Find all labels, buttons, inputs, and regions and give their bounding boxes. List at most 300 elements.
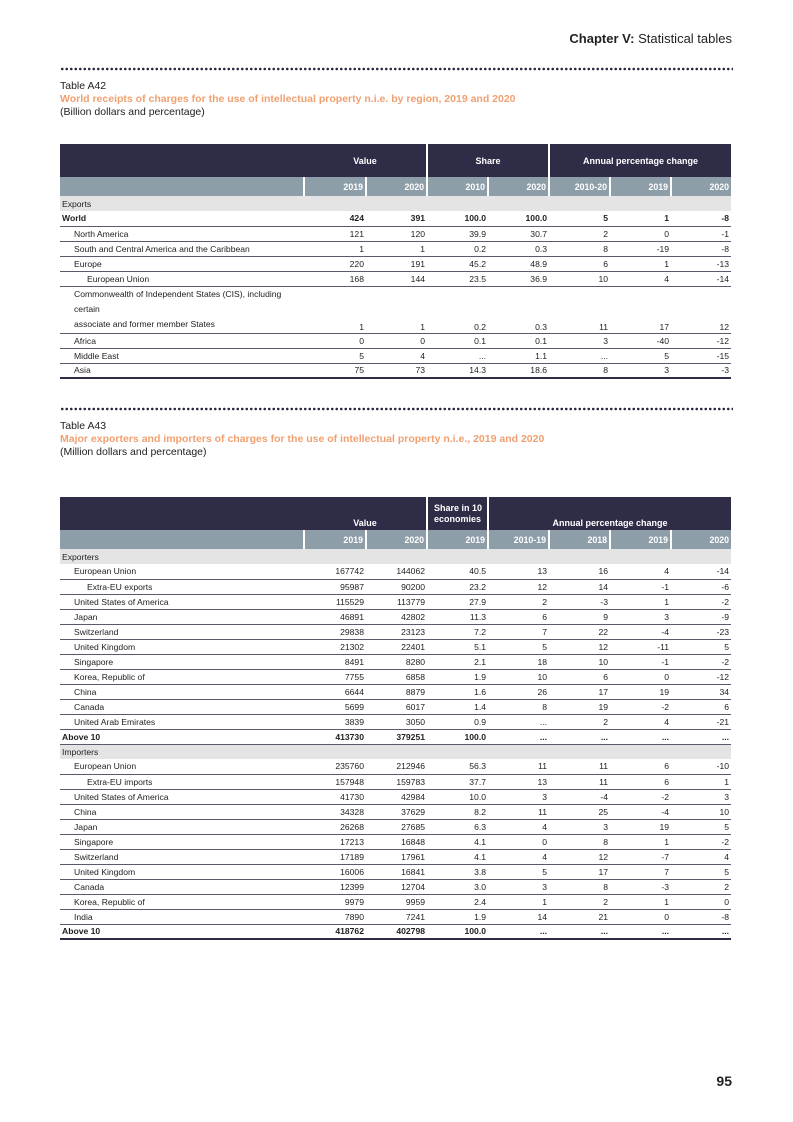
table-row <box>60 879 731 894</box>
cell-value: 1 <box>304 286 366 333</box>
table-row <box>60 579 731 594</box>
cell-value: ... <box>610 924 671 939</box>
table-row <box>60 286 731 333</box>
cell-value: -2 <box>610 699 671 714</box>
cell-value: ... <box>427 348 488 363</box>
cell-value: 19 <box>610 684 671 699</box>
cell-value: 17961 <box>366 849 427 864</box>
cell-value: 2 <box>488 594 549 609</box>
table-row <box>60 333 731 348</box>
table-row <box>60 819 731 834</box>
cell-value: 4 <box>488 849 549 864</box>
cell-value: 144 <box>366 271 427 286</box>
col-header: 2019 <box>610 177 671 196</box>
cell-value: 1.9 <box>427 669 488 684</box>
cell-value: 25 <box>549 804 610 819</box>
row-label: Singapore <box>60 834 304 849</box>
cell-value: -4 <box>610 624 671 639</box>
group-value: Value <box>304 497 427 530</box>
row-label: China <box>60 684 304 699</box>
cell-value: 379251 <box>366 729 427 744</box>
cell-value: 159783 <box>366 774 427 789</box>
row-label-line1: Commonwealth of Independent States (CIS), including certain <box>74 288 282 314</box>
cell-value: 0.9 <box>427 714 488 729</box>
cell-value: 11.3 <box>427 609 488 624</box>
cell-value: 6 <box>610 774 671 789</box>
cell-value: 402798 <box>366 924 427 939</box>
dotted-divider <box>60 67 733 71</box>
col-header: 2020 <box>671 177 731 196</box>
cell-value: 157948 <box>304 774 366 789</box>
chapter-title: Statistical tables <box>638 31 732 46</box>
section-label: Exports <box>60 196 731 211</box>
group-value: Value <box>304 144 427 177</box>
group-annual-change: Annual percentage change <box>488 497 731 530</box>
cell-value: 8879 <box>366 684 427 699</box>
cell-value: -1 <box>610 579 671 594</box>
table-a42-title: World receipts of charges for the use of intellectual property n.i.e. by region, 2019 and 2020 <box>60 93 516 105</box>
cell-value: 1 <box>366 241 427 256</box>
cell-value: 0.1 <box>427 333 488 348</box>
table-row <box>60 271 731 286</box>
cell-value: ... <box>671 924 731 939</box>
cell-value: -40 <box>610 333 671 348</box>
cell-value: 10.0 <box>427 789 488 804</box>
cell-value: 1 <box>610 834 671 849</box>
cell-value: -12 <box>671 669 731 684</box>
cell-value: 17213 <box>304 834 366 849</box>
cell-value: -10 <box>671 759 731 774</box>
cell-value: 10 <box>549 271 610 286</box>
row-label: United States of America <box>60 594 304 609</box>
table-row <box>60 864 731 879</box>
cell-value: 27685 <box>366 819 427 834</box>
cell-value: 12 <box>549 849 610 864</box>
cell-value: 21302 <box>304 639 366 654</box>
table-row <box>60 654 731 669</box>
cell-value: 56.3 <box>427 759 488 774</box>
cell-value: 19 <box>549 699 610 714</box>
col-header: 2010 <box>427 177 488 196</box>
cell-value: 5699 <box>304 699 366 714</box>
col-header: 2018 <box>549 530 610 549</box>
cell-value: 7 <box>488 624 549 639</box>
cell-value: 16 <box>549 564 610 579</box>
cell-value: -12 <box>671 333 731 348</box>
row-label: Extra-EU imports <box>60 774 304 789</box>
table-row <box>60 804 731 819</box>
cell-value: ... <box>488 924 549 939</box>
cell-value: 5 <box>610 348 671 363</box>
cell-value: 3 <box>671 789 731 804</box>
table-row <box>60 348 731 363</box>
cell-value: 5 <box>549 211 610 226</box>
cell-value: 1 <box>488 894 549 909</box>
page-number: 95 <box>716 1073 732 1089</box>
row-label: Asia <box>60 363 304 378</box>
row-label: Africa <box>60 333 304 348</box>
row-label: United Kingdom <box>60 639 304 654</box>
cell-value: 0.3 <box>488 286 549 333</box>
row-label: Japan <box>60 819 304 834</box>
cell-value: 14 <box>549 579 610 594</box>
group-annual-change: Annual percentage change <box>549 144 731 177</box>
row-label: World <box>60 211 304 226</box>
cell-value: 10 <box>549 654 610 669</box>
cell-value: 16848 <box>366 834 427 849</box>
cell-value: 13 <box>488 564 549 579</box>
table-row <box>60 639 731 654</box>
cell-value: 418762 <box>304 924 366 939</box>
cell-value: 16006 <box>304 864 366 879</box>
cell-value: 115529 <box>304 594 366 609</box>
col-header: 2020 <box>366 177 427 196</box>
cell-value: -15 <box>671 348 731 363</box>
cell-value: -14 <box>671 564 731 579</box>
row-label: European Union <box>60 271 304 286</box>
table-a43-title: Major exporters and importers of charges for the use of intellectual property n.i.e., 2019 and 2020 <box>60 433 545 445</box>
cell-value: 0 <box>610 909 671 924</box>
cell-value: ... <box>488 729 549 744</box>
cell-value: 100.0 <box>488 211 549 226</box>
cell-value: 5.1 <box>427 639 488 654</box>
row-label: Korea, Republic of <box>60 669 304 684</box>
cell-value: 11 <box>488 804 549 819</box>
table-row <box>60 669 731 684</box>
cell-value: 30.7 <box>488 226 549 241</box>
dotted-divider <box>60 407 733 411</box>
cell-value: 8 <box>549 879 610 894</box>
row-label: United Kingdom <box>60 864 304 879</box>
cell-value: 27.9 <box>427 594 488 609</box>
cell-value: -2 <box>671 654 731 669</box>
cell-value: 113779 <box>366 594 427 609</box>
cell-value: 4.1 <box>427 834 488 849</box>
cell-value: ... <box>549 348 610 363</box>
table-row <box>60 624 731 639</box>
cell-value: 41730 <box>304 789 366 804</box>
cell-value: 8491 <box>304 654 366 669</box>
row-label: Japan <box>60 609 304 624</box>
cell-value: 95987 <box>304 579 366 594</box>
row-label: Switzerland <box>60 849 304 864</box>
cell-value: 37629 <box>366 804 427 819</box>
col-header: 2019 <box>427 530 488 549</box>
cell-value: 12 <box>549 639 610 654</box>
row-label: United Arab Emirates <box>60 714 304 729</box>
cell-value: -8 <box>671 211 731 226</box>
cell-value: -2 <box>610 789 671 804</box>
cell-value: 7755 <box>304 669 366 684</box>
cell-value: 6017 <box>366 699 427 714</box>
cell-value: 17 <box>610 286 671 333</box>
cell-value: 0 <box>610 669 671 684</box>
cell-value: 220 <box>304 256 366 271</box>
cell-value: 7241 <box>366 909 427 924</box>
cell-value: -8 <box>671 241 731 256</box>
col-header: 2019 <box>610 530 671 549</box>
section-row-importers <box>60 744 731 759</box>
cell-value: 391 <box>366 211 427 226</box>
cell-value: ... <box>488 714 549 729</box>
col-header: 2020 <box>488 177 549 196</box>
cell-value: 4 <box>610 564 671 579</box>
cell-value: ... <box>549 924 610 939</box>
cell-value: -3 <box>549 594 610 609</box>
table-row <box>60 894 731 909</box>
cell-value: -23 <box>671 624 731 639</box>
cell-value: 23.2 <box>427 579 488 594</box>
cell-value: 2.4 <box>427 894 488 909</box>
table-a42-label: Table A42 <box>60 80 107 92</box>
cell-value: 0.2 <box>427 241 488 256</box>
cell-value: 6.3 <box>427 819 488 834</box>
col-header: 2019 <box>304 530 366 549</box>
cell-value: 7 <box>610 864 671 879</box>
cell-value: 22401 <box>366 639 427 654</box>
cell-value: 8.2 <box>427 804 488 819</box>
cell-value: 1 <box>671 774 731 789</box>
cell-value: 1 <box>304 241 366 256</box>
cell-value: 3.0 <box>427 879 488 894</box>
cell-value: 6 <box>549 256 610 271</box>
cell-value: 26 <box>488 684 549 699</box>
cell-value: 235760 <box>304 759 366 774</box>
cell-value: 12399 <box>304 879 366 894</box>
cell-value: 34328 <box>304 804 366 819</box>
cell-value: -2 <box>671 834 731 849</box>
cell-value: -4 <box>549 789 610 804</box>
cell-value: 42984 <box>366 789 427 804</box>
cell-value: 42802 <box>366 609 427 624</box>
cell-value: 13 <box>488 774 549 789</box>
cell-value: 121 <box>304 226 366 241</box>
cell-value: 17 <box>549 684 610 699</box>
cell-value: 1.4 <box>427 699 488 714</box>
cell-value: 1 <box>366 286 427 333</box>
row-label: European Union <box>60 564 304 579</box>
table-a42 <box>60 144 731 379</box>
cell-value: 7.2 <box>427 624 488 639</box>
section-label: Importers <box>60 744 731 759</box>
row-label: Canada <box>60 699 304 714</box>
cell-value: 424 <box>304 211 366 226</box>
section-row-exporters <box>60 549 731 564</box>
cell-value: -8 <box>671 909 731 924</box>
cell-value: -3 <box>610 879 671 894</box>
row-label: Above 10 <box>60 729 304 744</box>
cell-value: 2 <box>549 226 610 241</box>
cell-value: 0.2 <box>427 286 488 333</box>
cell-value: 0 <box>366 333 427 348</box>
cell-value: 14 <box>488 909 549 924</box>
table-row <box>60 609 731 624</box>
cell-value: 100.0 <box>427 729 488 744</box>
cell-value: 29838 <box>304 624 366 639</box>
cell-value: 1 <box>610 894 671 909</box>
cell-value: 3050 <box>366 714 427 729</box>
cell-value: 36.9 <box>488 271 549 286</box>
cell-value: 11 <box>549 286 610 333</box>
cell-value: 12 <box>488 579 549 594</box>
cell-value: 212946 <box>366 759 427 774</box>
cell-value: 100.0 <box>427 211 488 226</box>
cell-value: 23.5 <box>427 271 488 286</box>
cell-value: 4 <box>610 714 671 729</box>
row-label: Switzerland <box>60 624 304 639</box>
cell-value: 34 <box>671 684 731 699</box>
cell-value: 75 <box>304 363 366 378</box>
cell-value: 18.6 <box>488 363 549 378</box>
row-label: Extra-EU exports <box>60 579 304 594</box>
table-header-years <box>60 177 731 196</box>
table-row <box>60 684 731 699</box>
cell-value: -7 <box>610 849 671 864</box>
group-share: Share <box>427 144 549 177</box>
table-row <box>60 564 731 579</box>
table-row <box>60 699 731 714</box>
cell-value: 9959 <box>366 894 427 909</box>
row-label: United States of America <box>60 789 304 804</box>
cell-value: 5 <box>488 864 549 879</box>
chapter-number: Chapter V: <box>569 31 635 46</box>
cell-value: 3839 <box>304 714 366 729</box>
cell-value: 1 <box>610 256 671 271</box>
table-row <box>60 909 731 924</box>
cell-value: 45.2 <box>427 256 488 271</box>
cell-value: 9 <box>549 609 610 624</box>
group-share-line2: economies <box>434 513 482 524</box>
row-label: China <box>60 804 304 819</box>
table-header-years <box>60 530 731 549</box>
cell-value: 4 <box>366 348 427 363</box>
col-header: 2010-19 <box>488 530 549 549</box>
cell-value: -1 <box>610 654 671 669</box>
cell-value: 7890 <box>304 909 366 924</box>
cell-value: -1 <box>671 226 731 241</box>
row-label: European Union <box>60 759 304 774</box>
cell-value: -3 <box>671 363 731 378</box>
table-row <box>60 363 731 378</box>
table-row <box>60 789 731 804</box>
total-row <box>60 729 731 744</box>
cell-value: 5 <box>304 348 366 363</box>
col-header: 2010-20 <box>549 177 610 196</box>
cell-value: 17 <box>549 864 610 879</box>
row-label: North America <box>60 226 304 241</box>
cell-value: 100.0 <box>427 924 488 939</box>
cell-value: 8 <box>549 834 610 849</box>
table-header-groups <box>60 144 731 177</box>
cell-value: 8 <box>549 241 610 256</box>
table-row <box>60 774 731 789</box>
cell-value: 4 <box>488 819 549 834</box>
cell-value: 14.3 <box>427 363 488 378</box>
cell-value: 3 <box>549 819 610 834</box>
cell-value: 6644 <box>304 684 366 699</box>
cell-value: 10 <box>488 669 549 684</box>
cell-value: 4.1 <box>427 849 488 864</box>
cell-value: 413730 <box>304 729 366 744</box>
cell-value: 23123 <box>366 624 427 639</box>
cell-value: -2 <box>671 594 731 609</box>
cell-value: 4 <box>610 271 671 286</box>
table-row <box>60 211 731 226</box>
cell-value: 5 <box>671 639 731 654</box>
cell-value: 2 <box>549 714 610 729</box>
cell-value: 16841 <box>366 864 427 879</box>
cell-value: 12704 <box>366 879 427 894</box>
cell-value: 46891 <box>304 609 366 624</box>
table-row <box>60 226 731 241</box>
table-row <box>60 834 731 849</box>
row-label: Korea, Republic of <box>60 894 304 909</box>
cell-value: ... <box>610 729 671 744</box>
cell-value: 0 <box>671 894 731 909</box>
group-share-line1: Share in 10 <box>434 502 483 513</box>
group-share <box>427 497 488 530</box>
cell-value: 0.3 <box>488 241 549 256</box>
cell-value: 3 <box>488 789 549 804</box>
row-label: Canada <box>60 879 304 894</box>
row-label: Above 10 <box>60 924 304 939</box>
table-a43-label: Table A43 <box>60 420 107 432</box>
table-row <box>60 759 731 774</box>
cell-value: 18 <box>488 654 549 669</box>
table-row <box>60 714 731 729</box>
cell-value: 17189 <box>304 849 366 864</box>
table-a43-subtitle: (Million dollars and percentage) <box>60 446 207 458</box>
cell-value: 10 <box>671 804 731 819</box>
cell-value: 11 <box>488 759 549 774</box>
cell-value: -4 <box>610 804 671 819</box>
table-row <box>60 241 731 256</box>
cell-value: 2.1 <box>427 654 488 669</box>
cell-value: 168 <box>304 271 366 286</box>
table-header-groups <box>60 497 731 530</box>
cell-value: 4 <box>671 849 731 864</box>
cell-value: 5 <box>671 819 731 834</box>
row-label-line2: associate and former member States <box>74 318 215 329</box>
col-header: 2020 <box>671 530 731 549</box>
row-label: Middle East <box>60 348 304 363</box>
table-row <box>60 256 731 271</box>
cell-value: 3 <box>610 609 671 624</box>
cell-value: 5 <box>488 639 549 654</box>
cell-value: 73 <box>366 363 427 378</box>
cell-value: 3 <box>549 333 610 348</box>
cell-value: 11 <box>549 759 610 774</box>
cell-value: 120 <box>366 226 427 241</box>
cell-value: -21 <box>671 714 731 729</box>
cell-value: -13 <box>671 256 731 271</box>
cell-value: 0 <box>610 226 671 241</box>
cell-value: 22 <box>549 624 610 639</box>
table-a42-subtitle: (Billion dollars and percentage) <box>60 106 205 118</box>
table-a43 <box>60 497 731 940</box>
cell-value: 26268 <box>304 819 366 834</box>
cell-value: 9979 <box>304 894 366 909</box>
cell-value: 21 <box>549 909 610 924</box>
cell-value: 1 <box>610 594 671 609</box>
cell-value: 1 <box>610 211 671 226</box>
total-row <box>60 924 731 939</box>
cell-value: ... <box>671 729 731 744</box>
cell-value: 2 <box>549 894 610 909</box>
cell-value: 8280 <box>366 654 427 669</box>
cell-value: 39.9 <box>427 226 488 241</box>
table-row <box>60 594 731 609</box>
